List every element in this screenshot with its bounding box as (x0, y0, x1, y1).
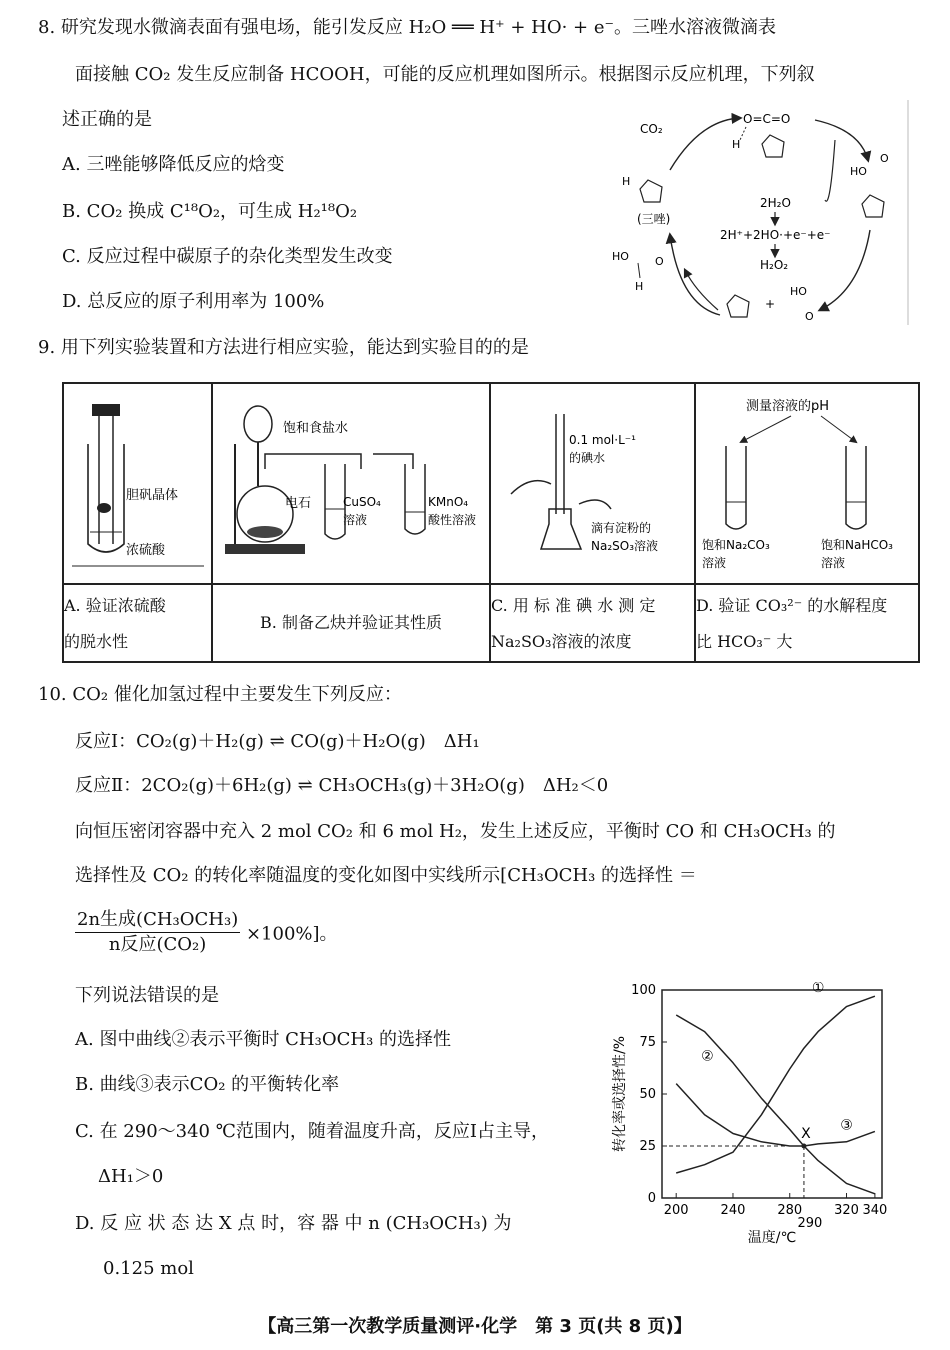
q10-option-c-cont: ΔH₁＞0 (98, 1166, 164, 1187)
y-tick-label: 25 (639, 1139, 656, 1154)
q8-option-b: B. CO₂ 换成 C¹⁸O₂，可生成 H₂¹⁸O₂ (62, 201, 358, 222)
series-label-1: ① (811, 982, 825, 997)
cell-d-figure (695, 383, 919, 584)
x-tick-label-extra: 290 (797, 1216, 823, 1231)
label-conc-acid: 浓硫酸 (126, 543, 166, 558)
triazole-label: (三唑) (637, 212, 671, 226)
label-crystal: 胆矾晶体 (126, 488, 179, 503)
label-na2so3: Na₂SO₃溶液 (591, 539, 659, 553)
series-label-2: ② (701, 1048, 714, 1065)
hand-right (579, 500, 611, 509)
q10-ask: 下列说法错误的是 (75, 985, 219, 1006)
y-tick-label: 75 (639, 1035, 656, 1050)
label-nahco3: 饱和NaHCO₃ (821, 538, 893, 552)
caption-d-line2: 比 HCO₃⁻ 大 (696, 632, 793, 651)
label-measure-ph: 测量溶液的pH (746, 399, 830, 414)
caption-d (695, 584, 919, 662)
triazole-ring-bottom (727, 295, 749, 317)
label-cuso4: CuSO₄ (343, 495, 381, 509)
caption-d-line1: D. 验证 CO₃²⁻ 的水解程度 (696, 596, 888, 615)
q8-stem-line1: 8. 研究发现水微滴表面有强电场，能引发反应 H₂O ══ H⁺ + HO· + e⁻。三唑水溶液微滴表 (38, 17, 776, 38)
figure-c (491, 384, 694, 579)
h-label-formic: H (635, 280, 644, 293)
label-cuso4-solution: 溶液 (343, 513, 368, 527)
h2o2-label: H₂O₂ (760, 258, 789, 272)
cycle-arrow-1 (670, 118, 740, 170)
q10-option-d: D. 反 应 状 态 达 X 点 时，容 器 中 n (CH₃OCH₃) 为 (75, 1213, 512, 1234)
y-tick-label: 0 (647, 1191, 656, 1206)
q10-paragraph-line2: 选择性及 CO₂ 的转化率随温度的变化如图中实线所示[CH₃OCH₃ 的选择性 ＝ (75, 865, 697, 886)
label-iodine: 的碘水 (569, 451, 606, 465)
label-carbide: 电石 (285, 496, 312, 511)
o-label-left: O (655, 255, 664, 268)
h-label-left: H (622, 175, 631, 188)
fraction-tail: ×100%]。 (245, 923, 338, 945)
y-tick-label: 100 (631, 983, 656, 998)
mechanism-diagram (600, 100, 912, 325)
point-x-label: X (801, 1126, 811, 1142)
triazole-ring-right (862, 195, 884, 217)
y-tick-label: 50 (639, 1087, 656, 1102)
cycle-arrow-4 (670, 235, 720, 315)
triazole-ring-left (640, 180, 662, 202)
cell-b-figure (212, 383, 490, 584)
figure-a (64, 384, 211, 579)
label-na2co3-solution: 溶液 (702, 556, 727, 570)
q8-stem-line3: 述正确的是 (62, 109, 152, 130)
label-nahco3-solution: 溶液 (821, 556, 846, 570)
fraction-denominator: n反应(CO₂) (108, 934, 207, 955)
q10-reaction-1: 反应Ⅰ：CO₂(g)＋H₂(g) ⇌ CO(g)＋H₂O(g) ΔH₁ (75, 731, 480, 752)
series-label-3: ③ (840, 1117, 853, 1134)
x-tick-label: 340 (862, 1203, 888, 1218)
plus-label: + (765, 297, 776, 311)
caption-a-line1: A. 验证浓硫酸 (64, 596, 166, 615)
fraction-numerator: 2n生成(CH₃OCH₃) (75, 908, 240, 933)
q10-option-b: B. 曲线③表示CO₂ 的平衡转化率 (75, 1074, 340, 1095)
q8-option-c: C. 反应过程中碳原子的杂化类型发生改变 (62, 246, 393, 267)
x-tick-label: 280 (777, 1203, 803, 1218)
water-label: 2H₂O (760, 196, 791, 210)
label-kmno4-solution: 酸性溶液 (428, 513, 477, 527)
label-brine: 饱和食盐水 (283, 421, 349, 436)
x-axis-label: 温度/℃ (747, 1230, 797, 1246)
q8-option-a: A. 三唑能够降低反应的焓变 (62, 154, 285, 175)
q10-option-c: C. 在 290～340 ℃范围内，随着温度升高，反应Ⅰ占主导， (75, 1121, 549, 1142)
ho-label-bottom: HO (790, 285, 807, 298)
series-line-2 (676, 1015, 875, 1194)
q10-reaction-2: 反应Ⅱ：2CO₂(g)＋6H₂(g) ⇌ CH₃OCH₃(g)＋3H₂O(g) ΔH₂＜0 (75, 775, 609, 796)
label-starch: 滴有淀粉的 (591, 521, 652, 535)
q10-stem: 10. CO₂ 催化加氢过程中主要发生下列反应： (38, 684, 402, 705)
q9-stem: 9. 用下列实验装置和方法进行相应实验，能达到实验目的的是 (38, 337, 529, 358)
selectivity-chart (608, 982, 910, 1246)
co2-label: CO₂ (640, 122, 663, 136)
ho-label-left: HO (612, 250, 629, 263)
figure-d (696, 384, 918, 579)
triazole-ring-top (762, 135, 784, 157)
cycle-arrow-5 (685, 270, 718, 310)
caption-a-line2: 的脱水性 (64, 632, 129, 651)
q10-option-a: A. 图中曲线②表示平衡时 CH₃OCH₃ 的选择性 (75, 1029, 452, 1050)
q8-option-d: D. 总反应的原子利用率为 100% (62, 291, 325, 312)
o-c-o-label: O=C=O (743, 112, 791, 126)
selectivity-fraction (75, 908, 338, 957)
q10-option-d-cont: 0.125 mol (103, 1258, 194, 1279)
point-x-marker (801, 1144, 806, 1149)
cycle-arrow-6 (825, 140, 835, 201)
o-label-bottom: O (805, 310, 814, 323)
experiment-table (62, 382, 920, 663)
label-na2co3: 饱和Na₂CO₃ (702, 538, 770, 552)
q8-stem-line2: 面接触 CO₂ 发生反应制备 HCOOH，可能的反应机理如图所示。根据图示反应机理，下列叙 (75, 64, 815, 85)
q10-paragraph-line1: 向恒压密闭容器中充入 2 mol CO₂ 和 6 mol H₂，发生上述反应，平衡时 CO 和 CH₃OCH₃ 的 (75, 821, 836, 842)
caption-c-line1: C. 用 标 准 碘 水 测 定 (491, 596, 656, 615)
cell-c-figure (490, 383, 695, 584)
h-label-top: H (732, 138, 741, 151)
cell-a-figure (63, 383, 212, 584)
x-tick-label: 240 (720, 1203, 746, 1218)
cycle-arrow-3 (820, 230, 870, 310)
o-label-right: O (880, 152, 889, 165)
figure-b (213, 384, 489, 579)
page-footer: 【高三第一次教学质量测评·化学 第 3 页(共 8 页)】 (258, 1316, 692, 1337)
caption-a (63, 584, 212, 662)
caption-c-line2: Na₂SO₃溶液的浓度 (491, 632, 632, 651)
ho-label-right: HO (850, 165, 867, 178)
hand-left (511, 481, 551, 494)
cycle-arrow-2 (815, 120, 868, 160)
caption-b-text: B. 制备乙炔并验证其性质 (260, 613, 442, 632)
label-iodine-conc: 0.1 mol·L⁻¹ (569, 433, 636, 447)
caption-b (212, 584, 490, 662)
caption-c (490, 584, 695, 662)
x-tick-label: 200 (663, 1203, 689, 1218)
x-tick-label: 320 (834, 1203, 859, 1218)
radicals-label: 2H⁺+2HO·+e⁻+e⁻ (720, 228, 831, 242)
y-axis-label: 转化率或选择性/% (612, 1035, 628, 1153)
label-kmno4: KMnO₄ (428, 495, 469, 509)
